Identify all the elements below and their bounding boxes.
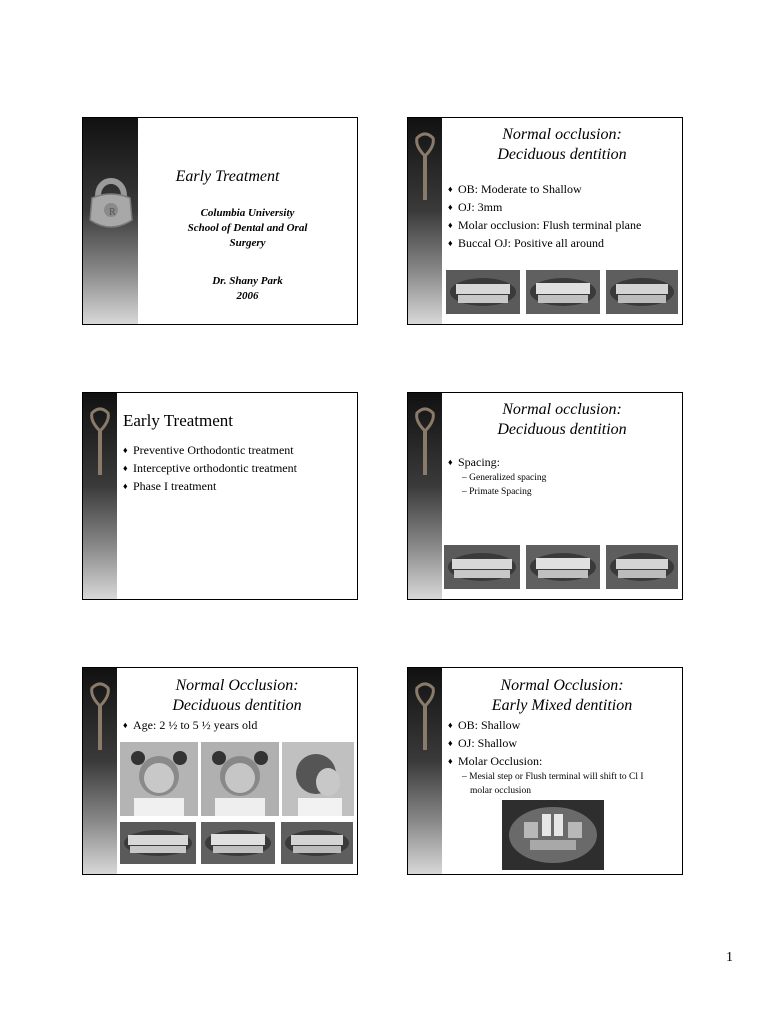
sub-bullet-item bbox=[448, 471, 676, 485]
teeth-photo bbox=[606, 545, 678, 589]
bullet-text: Phase I treatment bbox=[133, 479, 217, 493]
child-photo bbox=[201, 742, 279, 816]
institution-line: Surgery bbox=[229, 237, 266, 249]
bullet-icon: ♦ bbox=[448, 738, 453, 748]
bullet-icon: ♦ bbox=[123, 445, 128, 455]
sub-bullet-text: Generalized spacing bbox=[469, 473, 547, 483]
bullet-text: Molar Occlusion: bbox=[458, 754, 543, 768]
padlock-icon bbox=[86, 168, 136, 232]
key-emblem-icon bbox=[413, 682, 437, 754]
bullet-list bbox=[448, 180, 676, 252]
slide-title bbox=[442, 400, 682, 440]
bullet-list bbox=[123, 716, 351, 734]
dash-icon: – bbox=[462, 473, 467, 483]
bullet-item bbox=[448, 198, 676, 216]
bullet-item bbox=[448, 752, 676, 770]
teeth-photo bbox=[606, 270, 678, 314]
bullet-text: Buccal OJ: Positive all around bbox=[458, 236, 604, 250]
teeth-photo bbox=[526, 270, 600, 314]
institution-line: School of Dental and Oral bbox=[187, 222, 308, 234]
page-number: 1 bbox=[726, 950, 733, 965]
slide-title bbox=[442, 676, 682, 716]
mixed-dentition-photo bbox=[502, 800, 604, 870]
bullet-item bbox=[123, 459, 351, 477]
bullet-item bbox=[448, 716, 676, 734]
key-emblem-icon bbox=[88, 407, 112, 479]
teeth-photo bbox=[201, 822, 275, 864]
child-profile-photo bbox=[282, 742, 354, 816]
sub-bullet-item bbox=[448, 770, 676, 798]
bullet-icon: ♦ bbox=[123, 720, 128, 730]
institution-line: Columbia University bbox=[200, 207, 295, 219]
teeth-photo bbox=[526, 545, 600, 589]
teeth-photo bbox=[281, 822, 353, 864]
bullet-item bbox=[448, 216, 676, 234]
title-line: Normal Occlusion: bbox=[500, 677, 624, 694]
bullet-icon: ♦ bbox=[448, 220, 453, 230]
bullet-text: Interceptive orthodontic treatment bbox=[133, 461, 297, 475]
key-emblem-icon bbox=[413, 132, 437, 204]
bullet-text: Spacing: bbox=[458, 455, 500, 469]
bullet-icon: ♦ bbox=[448, 720, 453, 730]
institution-block bbox=[138, 206, 357, 251]
slide-title: Early Treatment bbox=[175, 168, 280, 185]
bullet-item bbox=[123, 441, 351, 459]
title-line: Normal Occlusion: bbox=[175, 677, 299, 694]
bullet-icon: ♦ bbox=[123, 481, 128, 491]
bullet-icon: ♦ bbox=[448, 756, 453, 766]
bullet-icon: ♦ bbox=[448, 184, 453, 194]
title-line: Deciduous dentition bbox=[497, 146, 627, 163]
key-emblem-icon bbox=[413, 407, 437, 479]
key-emblem-icon bbox=[88, 682, 112, 754]
slide-1 bbox=[82, 117, 358, 325]
slide-6 bbox=[407, 667, 683, 875]
teeth-photo bbox=[446, 270, 520, 314]
child-photo bbox=[120, 742, 198, 816]
svg-text:R: R bbox=[109, 207, 116, 218]
bullet-icon: ♦ bbox=[448, 457, 453, 467]
author-name: Dr. Shany Park bbox=[212, 275, 283, 287]
bullet-text: Molar occlusion: Flush terminal plane bbox=[458, 218, 642, 232]
slide-3 bbox=[82, 392, 358, 600]
slide-5 bbox=[82, 667, 358, 875]
slide-title: Early Treatment bbox=[123, 411, 234, 430]
slide-4 bbox=[407, 392, 683, 600]
slide-2 bbox=[407, 117, 683, 325]
bullet-list bbox=[448, 716, 676, 798]
bullet-icon: ♦ bbox=[448, 238, 453, 248]
bullet-list bbox=[448, 453, 676, 499]
title-line: Deciduous dentition bbox=[497, 421, 627, 438]
bullet-item bbox=[448, 734, 676, 752]
teeth-photo bbox=[444, 545, 520, 589]
bullet-text: Preventive Orthodontic treatment bbox=[133, 443, 294, 457]
dash-icon: – bbox=[462, 487, 467, 497]
bullet-text: OJ: Shallow bbox=[458, 736, 518, 750]
author-year: 2006 bbox=[236, 290, 259, 302]
title-line: Early Mixed dentition bbox=[491, 697, 633, 714]
sub-bullet-text: Primate Spacing bbox=[469, 487, 532, 497]
bullet-item bbox=[123, 716, 351, 734]
bullet-icon: ♦ bbox=[448, 202, 453, 212]
author-block bbox=[138, 274, 357, 304]
bullet-text: Age: 2 ½ to 5 ½ years old bbox=[133, 718, 258, 732]
bullet-list bbox=[123, 441, 351, 495]
bullet-icon: ♦ bbox=[123, 463, 128, 473]
dash-icon: – bbox=[462, 772, 467, 782]
bullet-item bbox=[448, 453, 676, 471]
bullet-item bbox=[448, 234, 676, 252]
bullet-item bbox=[448, 180, 676, 198]
teeth-photo bbox=[120, 822, 196, 864]
slide-title bbox=[117, 676, 357, 716]
bullet-text: OB: Shallow bbox=[458, 718, 521, 732]
bullet-item bbox=[123, 477, 351, 495]
title-line: Deciduous dentition bbox=[172, 697, 302, 714]
bullet-text: OB: Moderate to Shallow bbox=[458, 182, 582, 196]
title-line: Normal occlusion: bbox=[502, 126, 622, 143]
title-line: Normal occlusion: bbox=[502, 401, 622, 418]
slide-title bbox=[442, 125, 682, 165]
sub-bullet-text: Mesial step or Flush terminal will shift to Cl I molar occlusion bbox=[469, 772, 644, 796]
bullet-text: OJ: 3mm bbox=[458, 200, 503, 214]
sub-bullet-item bbox=[448, 485, 676, 499]
